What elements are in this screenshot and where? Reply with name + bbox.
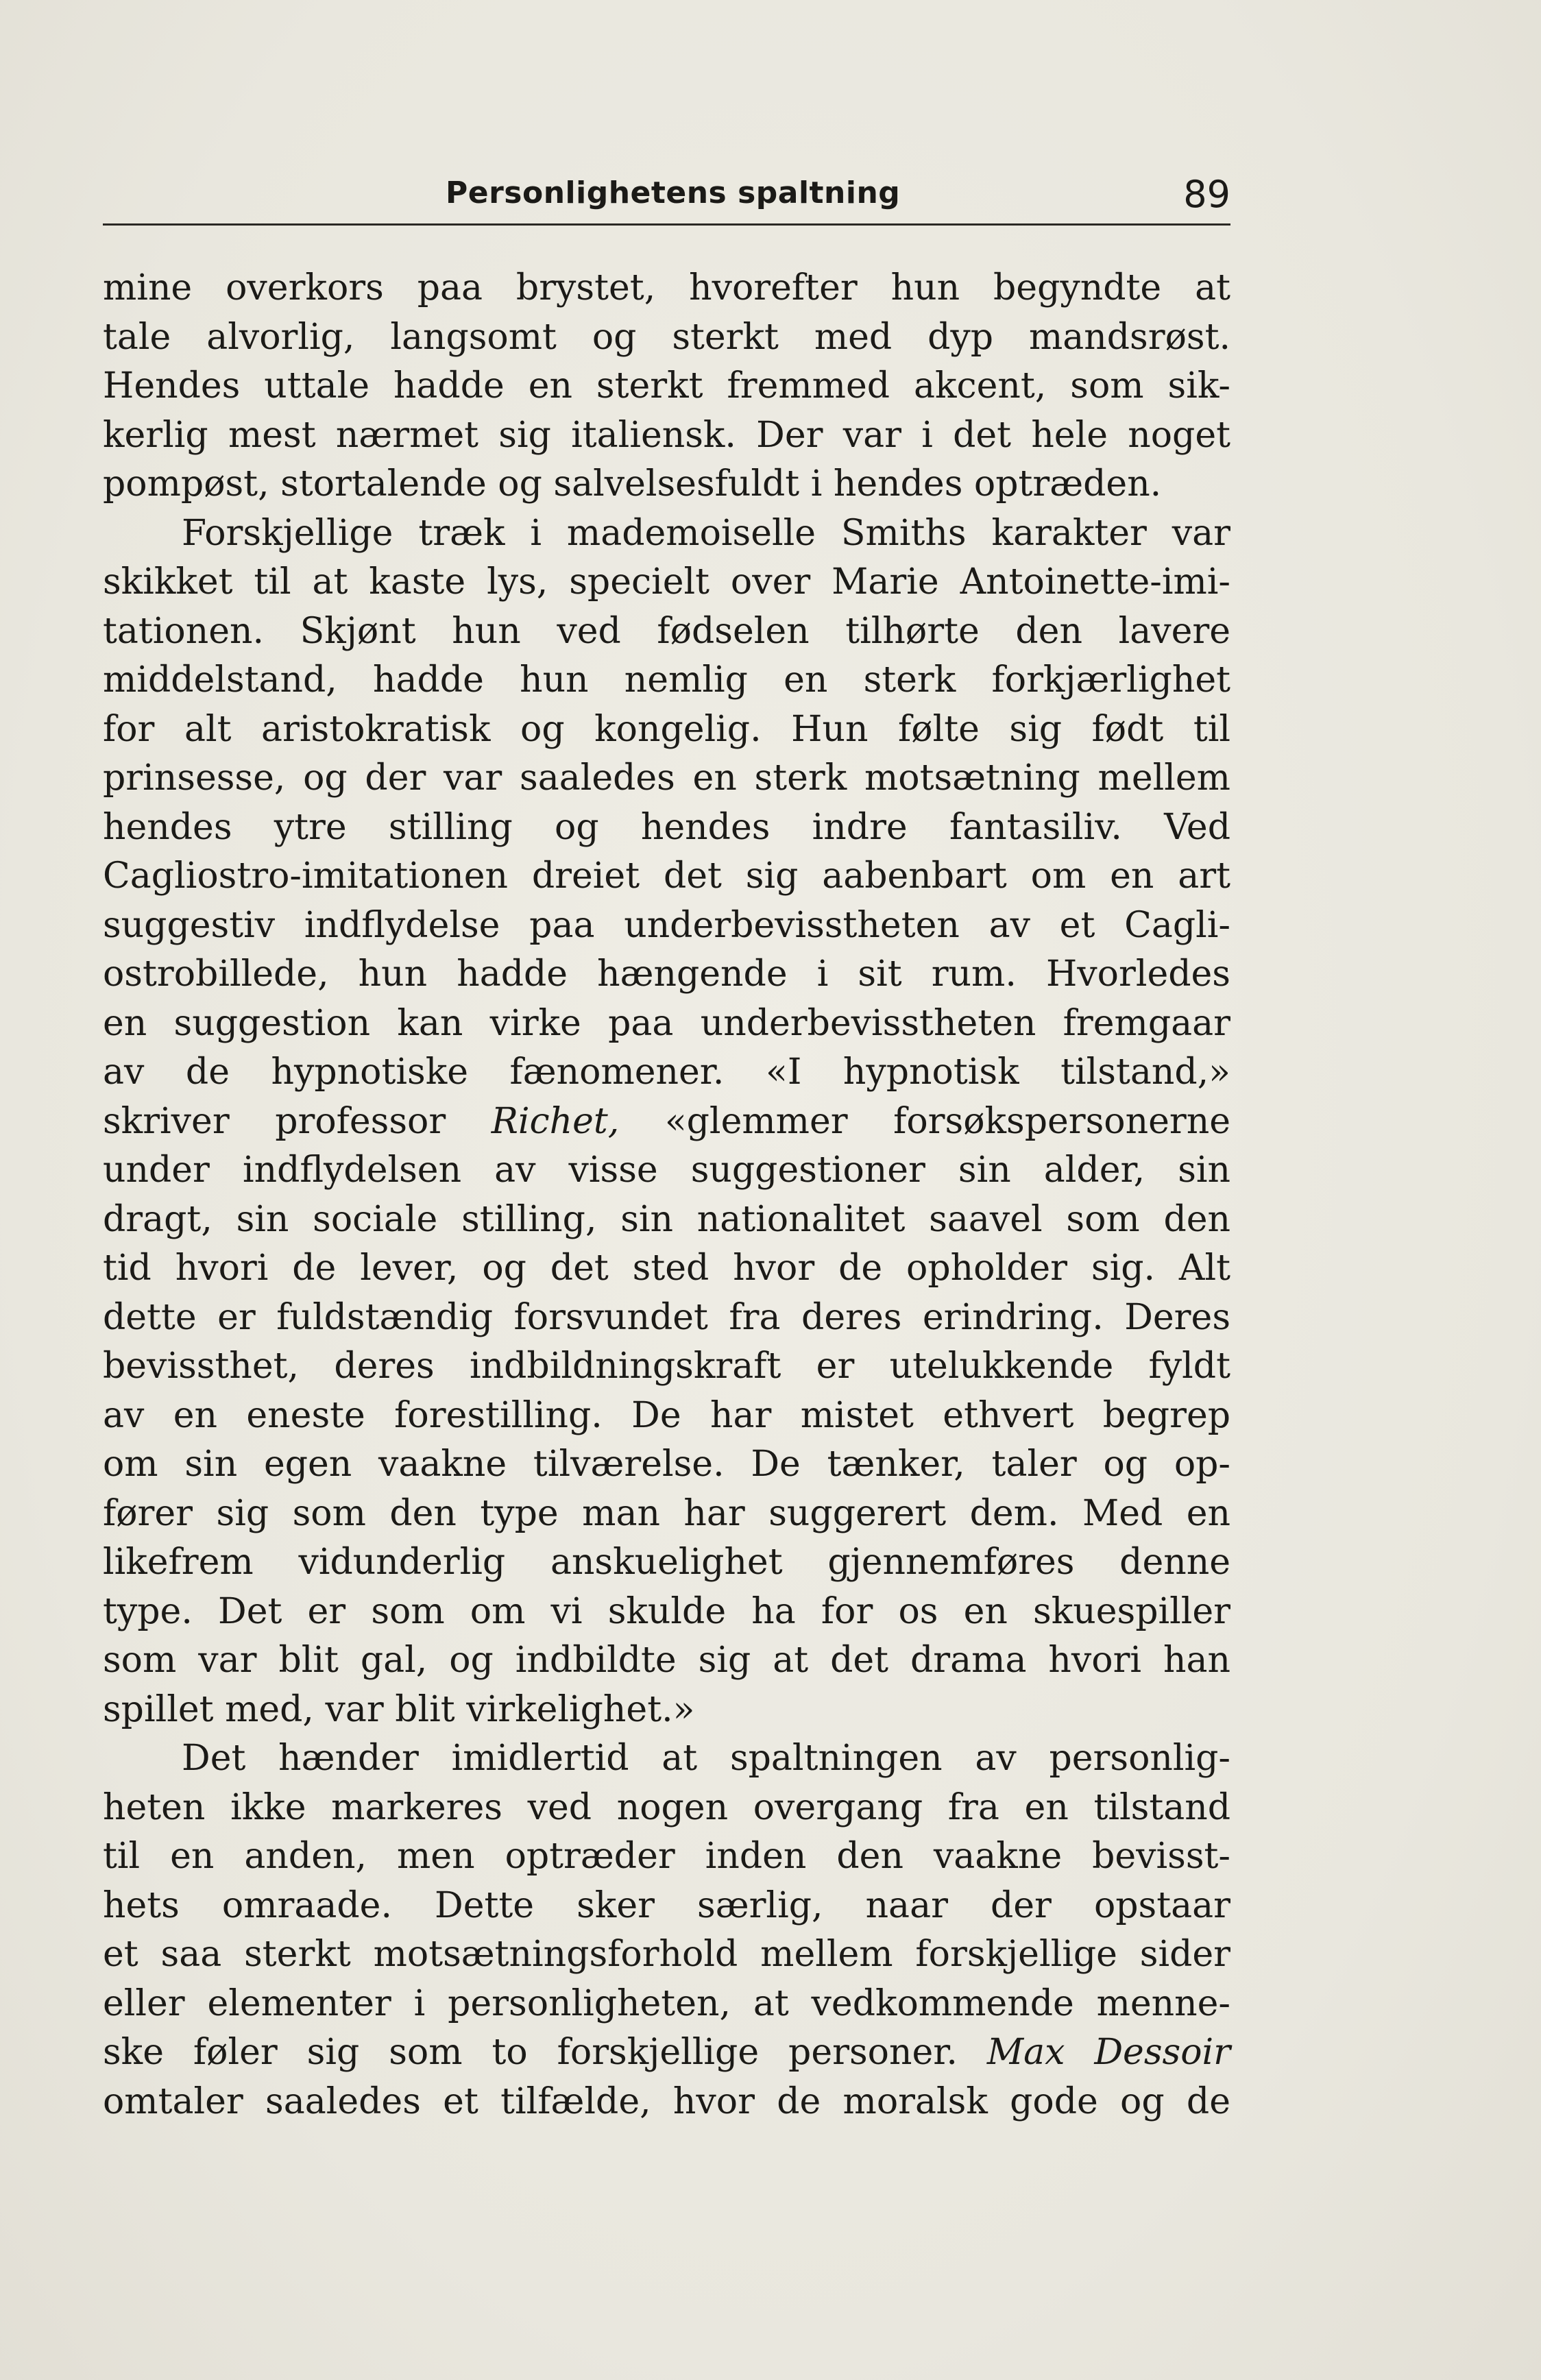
text-line: Hendes uttale hadde en sterkt fremmed akcent, som sik- [103, 365, 1230, 406]
text-line: kerlig mest nærmet sig italiensk. Der var i det hele noget [103, 414, 1230, 456]
text-line: pompøst, stortalende og salvelsesfuldt i hendes optræden. [103, 463, 1162, 505]
text-line: et saa sterkt motsætningsforhold mellem forskjellige sider [103, 1934, 1230, 1975]
text-line: bevissthet, deres indbildningskraft er utelukkende fyldt [103, 1346, 1230, 1387]
body-text [103, 264, 1230, 2126]
text-line: hets omraade. Dette sker særlig, naar der opstaar [103, 1884, 1230, 1926]
text-line-with-italic [103, 2028, 1230, 2078]
paragraph-start-line: Forskjellige træk i mademoiselle Smiths karakter var [182, 512, 1230, 554]
text-line: skikket til at kaste lys, specielt over Marie Antoinette-imi- [103, 561, 1230, 603]
text-line: fører sig som den type man har suggerert dem. Med en [103, 1492, 1230, 1534]
text-line: tationen. Skjønt hun ved fødselen tilhørte den lavere [103, 610, 1230, 652]
text-line: av de hypnotiske fænomener. «I hypnotisk tilstand,» [103, 1052, 1230, 1093]
text-line: om sin egen vaakne tilværelse. De tænker, taler og op- [103, 1444, 1230, 1485]
text-line: tid hvori de lever, og det sted hvor de opholder sig. Alt [103, 1248, 1230, 1289]
text-line: middelstand, hadde hun nemlig en sterk forkjærlighet [103, 659, 1230, 701]
page-header [103, 170, 1230, 225]
text-line: av en eneste forestilling. De har mistet ethvert begrep [103, 1394, 1230, 1436]
text-line: til en anden, men optræder inden den vaakne bevisst- [103, 1836, 1230, 1877]
text-line: mine overkors paa brystet, hvorefter hun begyndte at [103, 267, 1230, 308]
text-line: Cagliostro-imitationen dreiet det sig aabenbart om en art [103, 855, 1230, 897]
paragraph-start-line: Det hænder imidlertid at spaltningen av personlig- [182, 1738, 1230, 1779]
text-line: heten ikke markeres ved nogen overgang fra en tilstand [103, 1786, 1230, 1828]
text-line-with-italic [103, 1097, 1230, 1147]
text-line: som var blit gal, og indbildte sig at det drama hvori han [103, 1640, 1230, 1681]
text-segment: ske føler sig som to forskjellige personer. [103, 2032, 987, 2073]
text-line: dragt, sin sociale stilling, sin nationalitet saavel som den [103, 1198, 1230, 1240]
text-line: omtaler saaledes et tilfælde, hvor de moralsk gode og de [103, 2080, 1230, 2122]
text-line: suggestiv indflydelse paa underbevisstheten av et Cagli- [103, 904, 1230, 946]
text-segment: «glemmer forsøkspersonerne [619, 1100, 1230, 1142]
header-rule [103, 223, 1230, 226]
italic-name-dessoir: Max Dessoir [986, 2032, 1230, 2073]
text-line: dette er fuldstændig forsvundet fra deres erindring. Deres [103, 1296, 1230, 1338]
text-line: under indflydelsen av visse suggestioner sin alder, sin [103, 1150, 1230, 1191]
text-line: spillet med, var blit virkelighet.» [103, 1688, 695, 1730]
text-line: hendes ytre stilling og hendes indre fantasiliv. Ved [103, 806, 1230, 848]
text-line: ostrobillede, hun hadde hængende i sit rum. Hvorledes [103, 954, 1230, 995]
text-segment: skriver professor [103, 1100, 492, 1142]
running-title: Personlighetens spaltning [446, 175, 901, 210]
page-number: 89 [1183, 173, 1230, 216]
text-line: type. Det er som om vi skulde ha for os en skuespiller [103, 1590, 1230, 1632]
text-line: tale alvorlig, langsomt og sterkt med dyp mandsrøst. [103, 316, 1230, 358]
text-line: likefrem vidunderlig anskuelighet gjennemføres denne [103, 1542, 1230, 1583]
text-line: eller elementer i personligheten, at vedkommende menne- [103, 1982, 1230, 2024]
italic-name-richet: Richet, [491, 1100, 620, 1142]
text-line: for alt aristokratisk og kongelig. Hun følte sig født til [103, 708, 1230, 750]
text-line: en suggestion kan virke paa underbevisstheten fremgaar [103, 1002, 1230, 1044]
text-line: prinsesse, og der var saaledes en sterk motsætning mellem [103, 757, 1230, 799]
